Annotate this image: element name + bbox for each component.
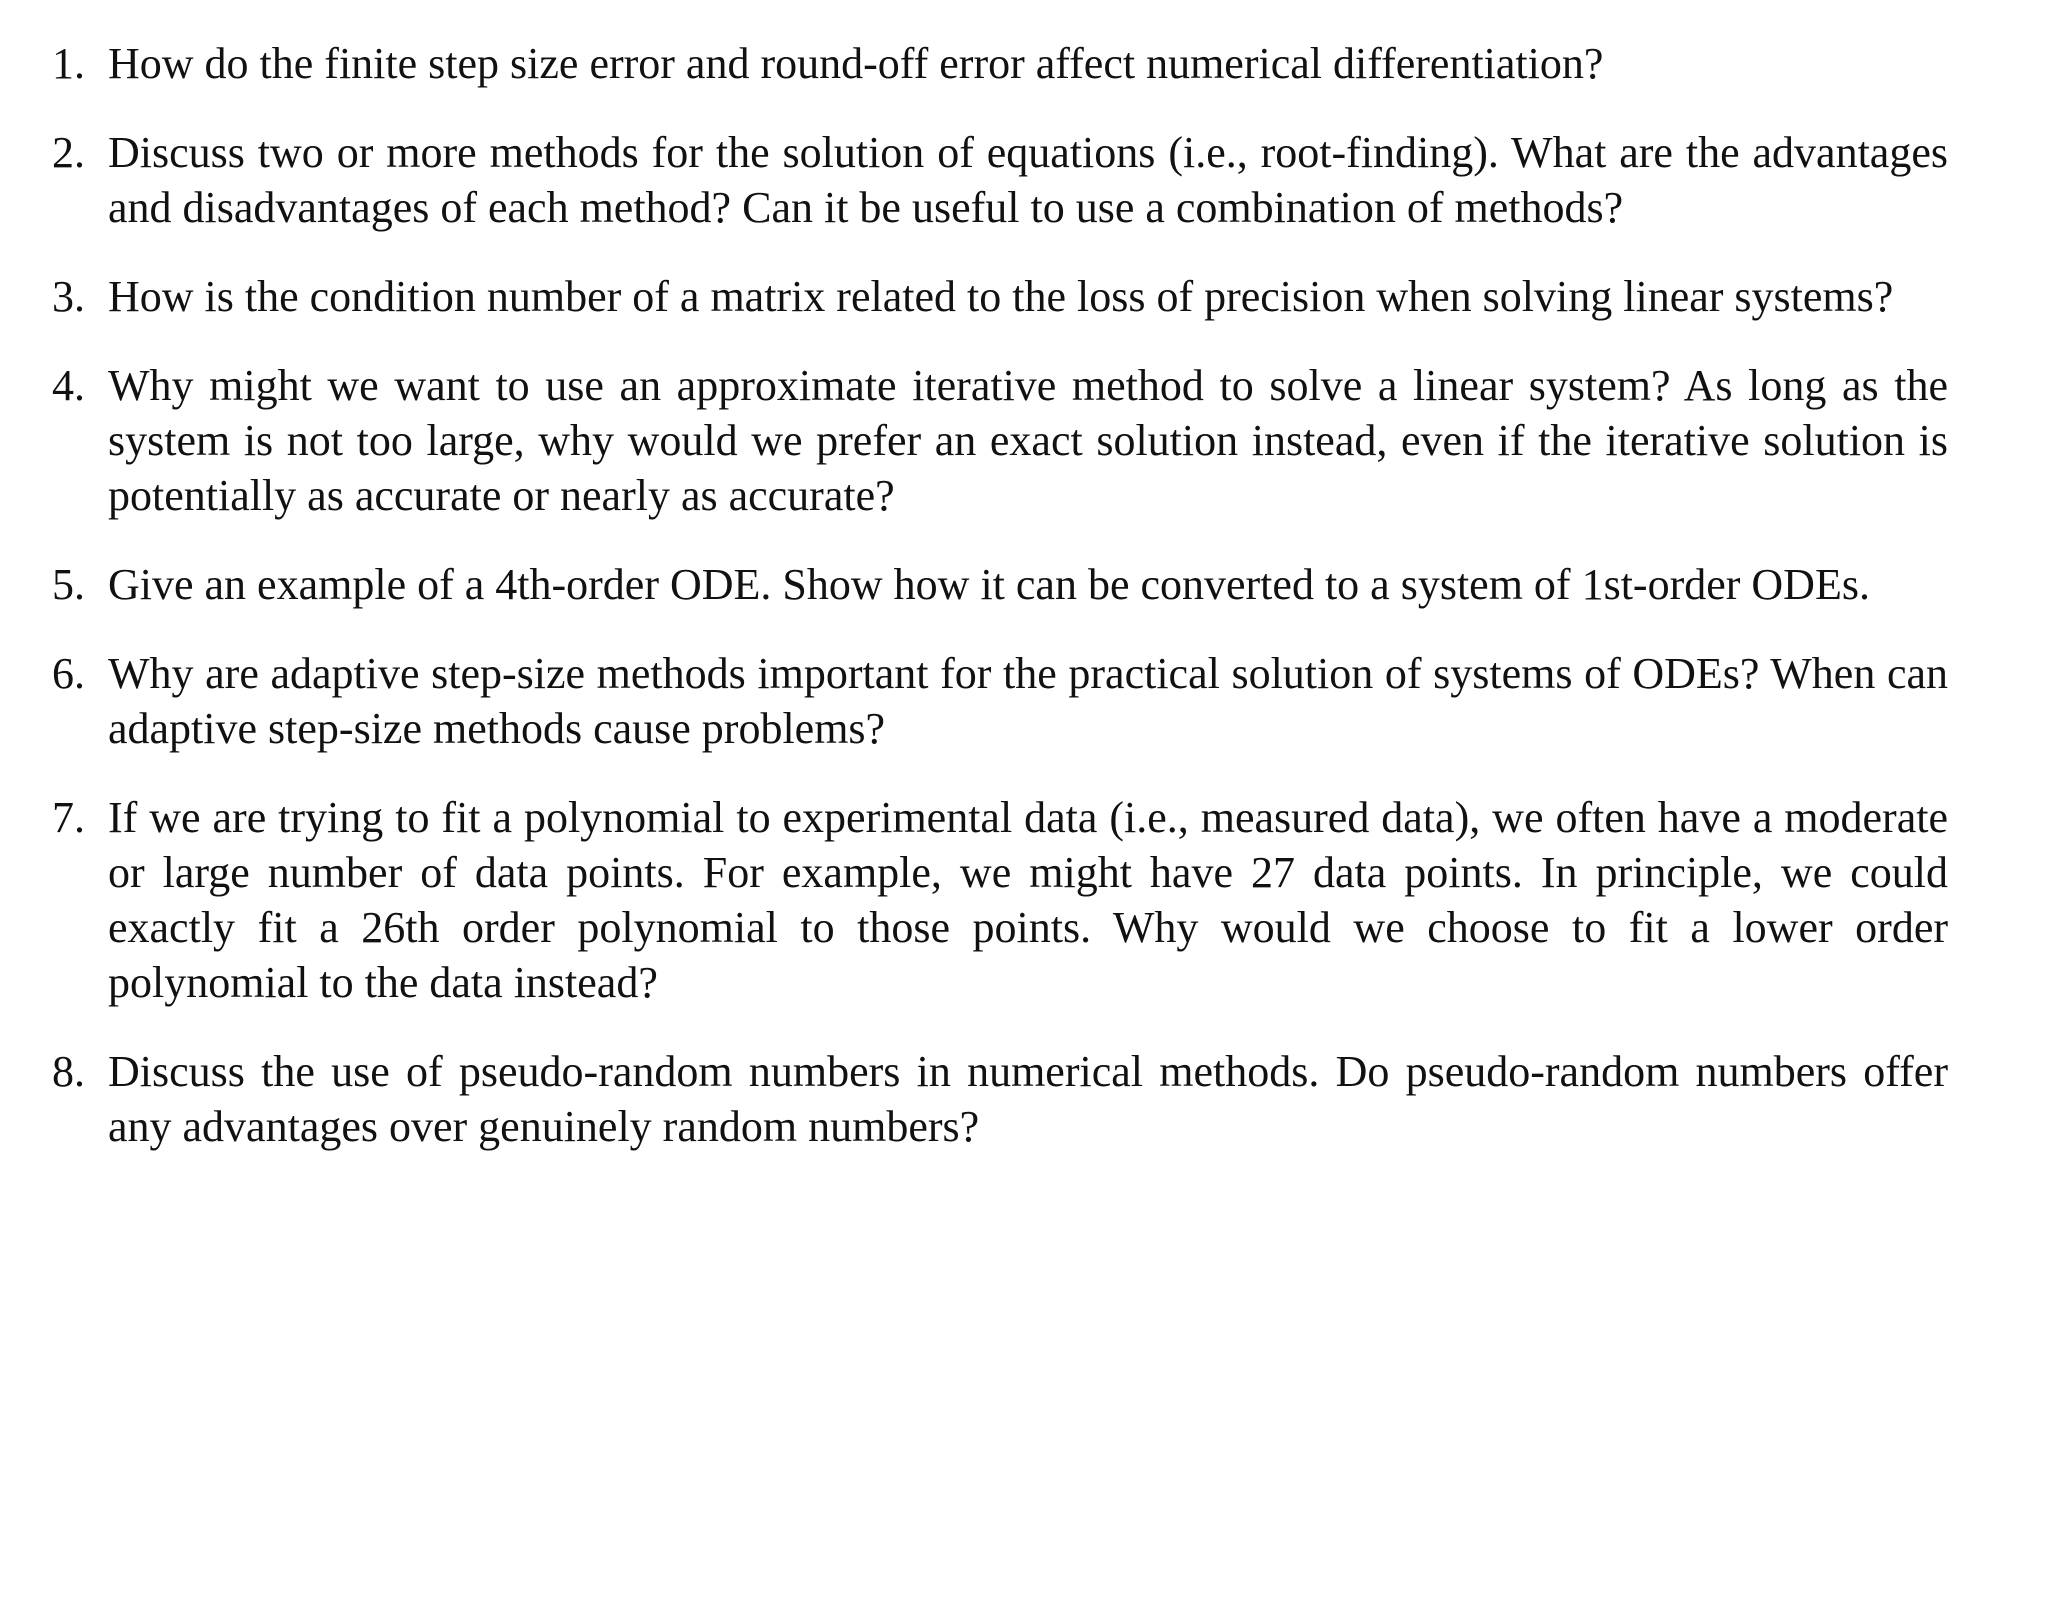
question-item-7 xyxy=(0,790,2046,1010)
question-text: How is the condition number of a matrix related to the loss of precision when solving linear systems? xyxy=(108,272,1894,321)
question-number: 4. xyxy=(52,361,85,410)
question-text: Discuss the use of pseudo-random numbers in numerical methods. Do pseudo-random numbers offer any advantages over genuinely random numbers? xyxy=(108,1047,1948,1151)
question-text: If we are trying to fit a polynomial to experimental data (i.e., measured data), we often have a moderate or large number of data points. For example, we might have 27 data points. In principle, we could exactly fit a 26th order polynomial to those points. Why would we choose to fit a lower order polynomial to the data instead? xyxy=(108,793,1948,1007)
question-number: 8. xyxy=(52,1047,85,1096)
question-item-4 xyxy=(0,358,2046,523)
question-item-8 xyxy=(0,1044,2046,1154)
question-list xyxy=(0,36,2046,1154)
question-text: How do the finite step size error and round-off error affect numerical differentiation? xyxy=(108,39,1604,88)
question-text: Why might we want to use an approximate iterative method to solve a linear system? As long as the system is not too large, why would we prefer an exact solution instead, even if the iterative solution is potentially as accurate or nearly as accurate? xyxy=(108,361,1948,520)
question-text: Give an example of a 4th-order ODE. Show how it can be converted to a system of 1st-order ODEs. xyxy=(108,560,1870,609)
question-item-1 xyxy=(0,36,2046,91)
question-number: 6. xyxy=(52,649,85,698)
question-text: Why are adaptive step-size methods important for the practical solution of systems of ODEs? When can adaptive step-size methods cause problems? xyxy=(108,649,1948,753)
question-item-2 xyxy=(0,125,2046,235)
question-number: 5. xyxy=(52,560,85,609)
question-text: Discuss two or more methods for the solution of equations (i.e., root-finding). What are the advantages and disadvantages of each method? Can it be useful to use a combination of methods? xyxy=(108,128,1948,232)
question-number: 2. xyxy=(52,128,85,177)
question-number: 7. xyxy=(52,793,85,842)
question-item-5 xyxy=(0,557,2046,612)
question-item-6 xyxy=(0,646,2046,756)
question-number: 1. xyxy=(52,39,85,88)
question-number: 3. xyxy=(52,272,85,321)
question-item-3 xyxy=(0,269,2046,324)
